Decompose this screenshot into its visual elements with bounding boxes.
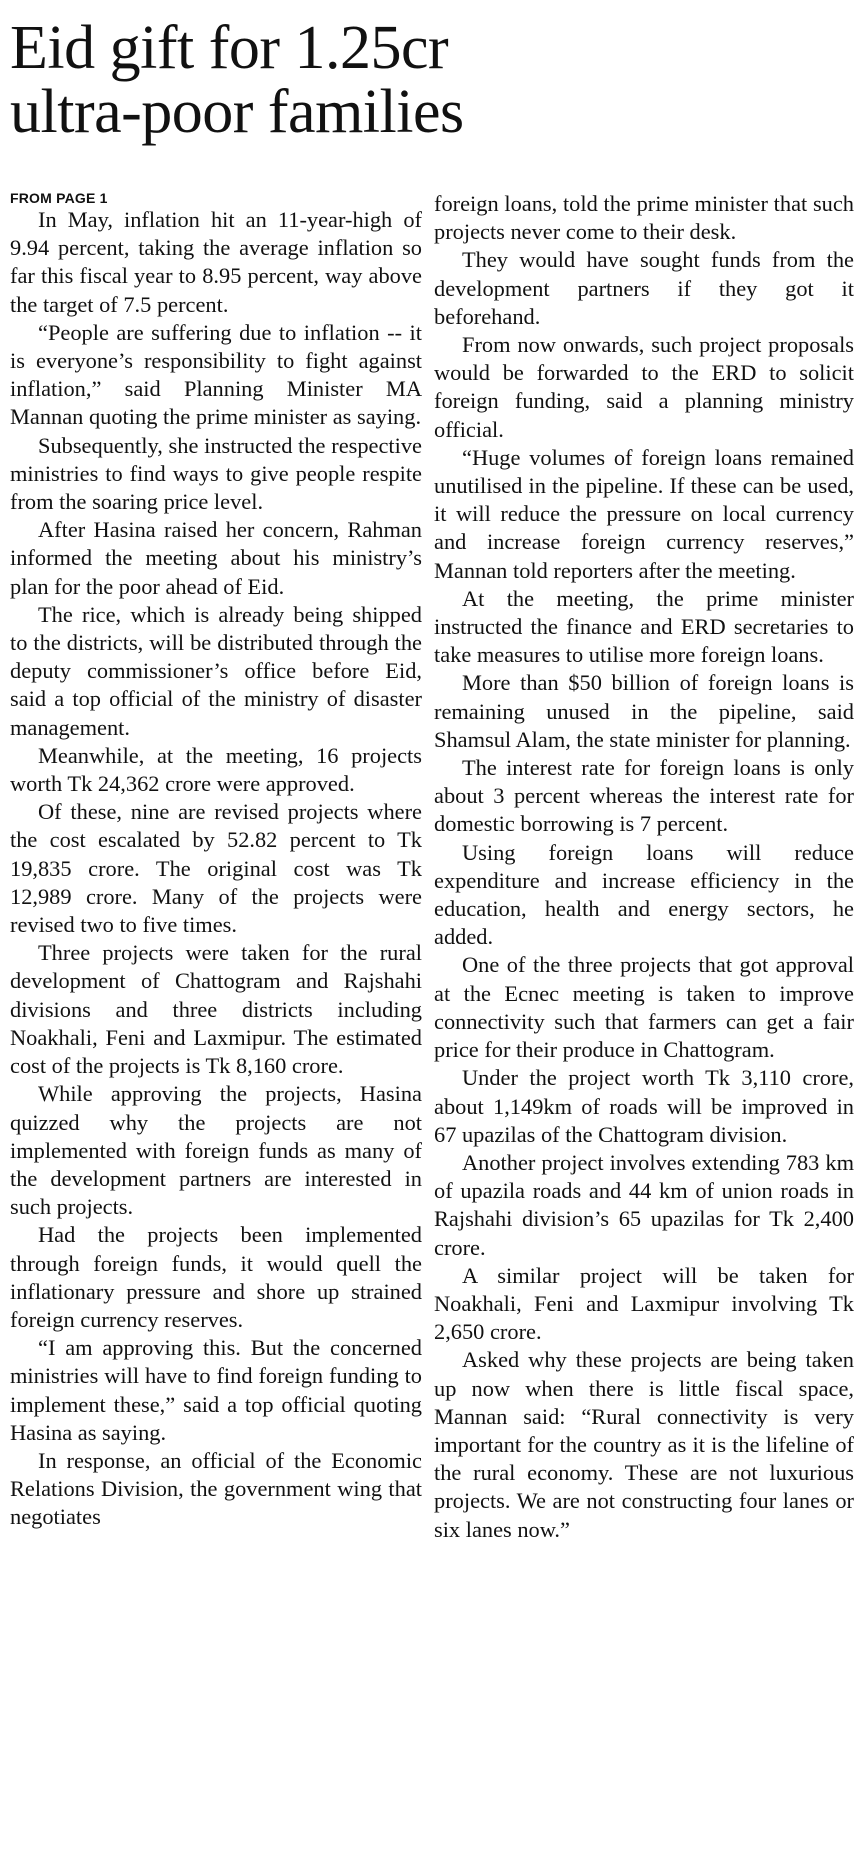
paragraph: Meanwhile, at the meeting, 16 projects worth Tk 24,362 crore were approved.	[10, 742, 422, 797]
paragraph: Under the project worth Tk 3,110 crore, about 1,149km of roads will be improved in 67 upazilas of the Chattogram division.	[434, 1065, 854, 1147]
paragraph: Another project involves extending 783 km of upazila roads and 44 km of union roads in Rajshahi division’s 65 upazilas for Tk 2,400 crore.	[434, 1149, 854, 1260]
paragraph: More than $50 billion of foreign loans is remaining unused in the pipeline, said Shamsul Alam, the state minister for planning.	[434, 670, 854, 752]
paragraph: Subsequently, she instructed the respective ministries to find ways to give people respite from the soaring price level.	[10, 432, 422, 515]
paragraph: Three projects were taken for the rural development of Chattogram and Rajshahi divisions and three districts including Noakhali, Feni and Laxmipur. The estimated cost of the projects is Tk 8,160 crore.	[10, 940, 422, 1079]
paragraph: After Hasina raised her concern, Rahman informed the meeting about his ministry’s plan for the poor ahead of Eid.	[10, 517, 422, 599]
paragraph: At the meeting, the prime minister instructed the finance and ERD secretaries to take measures to utilise more foreign loans.	[434, 585, 854, 668]
paragraph: Of these, nine are revised projects where the cost escalated by 52.82 percent to Tk 19,835 crore. The original cost was Tk 12,989 crore. Many of the projects were revised two to five times.	[10, 799, 422, 938]
headline	[10, 16, 854, 144]
headline-line-2: ultra-poor families	[10, 78, 464, 146]
paragraph: The rice, which is already being shipped to the districts, will be distributed through the deputy commissioner’s office before Eid, said a top official of the ministry of disaster management.	[10, 601, 422, 740]
paragraph: From now onwards, such project proposals would be forwarded to the ERD to solicit foreign funding, said a planning ministry official.	[434, 332, 854, 442]
paragraph: Had the projects been implemented through foreign funds, it would quell the inflationary pressure and shore up strained foreign currency reserves.	[10, 1222, 422, 1332]
right-column	[434, 190, 854, 1544]
paragraph: “People are suffering due to inflation -- it is everyone’s responsibility to fight against inflation,” said Planning Minister MA Mannan quoting the prime minister as saying.	[10, 319, 422, 430]
paragraph: “I am approving this. But the concerned ministries will have to find foreign funding to implement these,” said a top official quoting Hasina as saying.	[10, 1335, 422, 1445]
paragraph: One of the three projects that got approval at the Ecnec meeting is taken to improve connectivity such that farmers can get a fair price for their produce in Chattogram.	[434, 952, 854, 1063]
headline-line-1: Eid gift for 1.25cr	[10, 14, 449, 82]
paragraph: The interest rate for foreign loans is only about 3 percent whereas the interest rate for domestic borrowing is 7 percent.	[434, 755, 854, 837]
left-column	[10, 190, 422, 1544]
paragraph: “Huge volumes of foreign loans remained unutilised in the pipeline. If these can be used, it will reduce the pressure on local currency and increase foreign currency reserves,” Mannan told reporters after the meeting.	[434, 444, 854, 583]
paragraph: In response, an official of the Economic Relations Division, the government wing that negotiates	[10, 1447, 422, 1530]
paragraph: In May, inflation hit an 11-year-high of 9.94 percent, taking the average inflation so far this fiscal year to 8.95 percent, way above the target of 7.5 percent.	[10, 207, 422, 317]
paragraph-continued: foreign loans, told the prime minister that such projects never come to their desk.	[434, 191, 854, 245]
article-body	[10, 190, 854, 1544]
paragraph: While approving the projects, Hasina quizzed why the projects are not implemented with foreign funds as many of the development partners are interested in such projects.	[10, 1081, 422, 1220]
paragraph: Using foreign loans will reduce expenditure and increase efficiency in the education, health and energy sectors, he added.	[434, 839, 854, 950]
paragraph: A similar project will be taken for Noakhali, Feni and Laxmipur involving Tk 2,650 crore.	[434, 1262, 854, 1345]
paragraph: They would have sought funds from the development partners if they got it beforehand.	[434, 247, 854, 329]
from-page-kicker: FROM PAGE 1	[10, 190, 108, 206]
paragraph: Asked why these projects are being taken up now when there is little fiscal space, Mannan said: “Rural connectivity is very important for the country as it is the lifeline of the rural economy. These are not luxurious projects. We are not constructing four lanes or six lanes now.”	[434, 1347, 854, 1542]
